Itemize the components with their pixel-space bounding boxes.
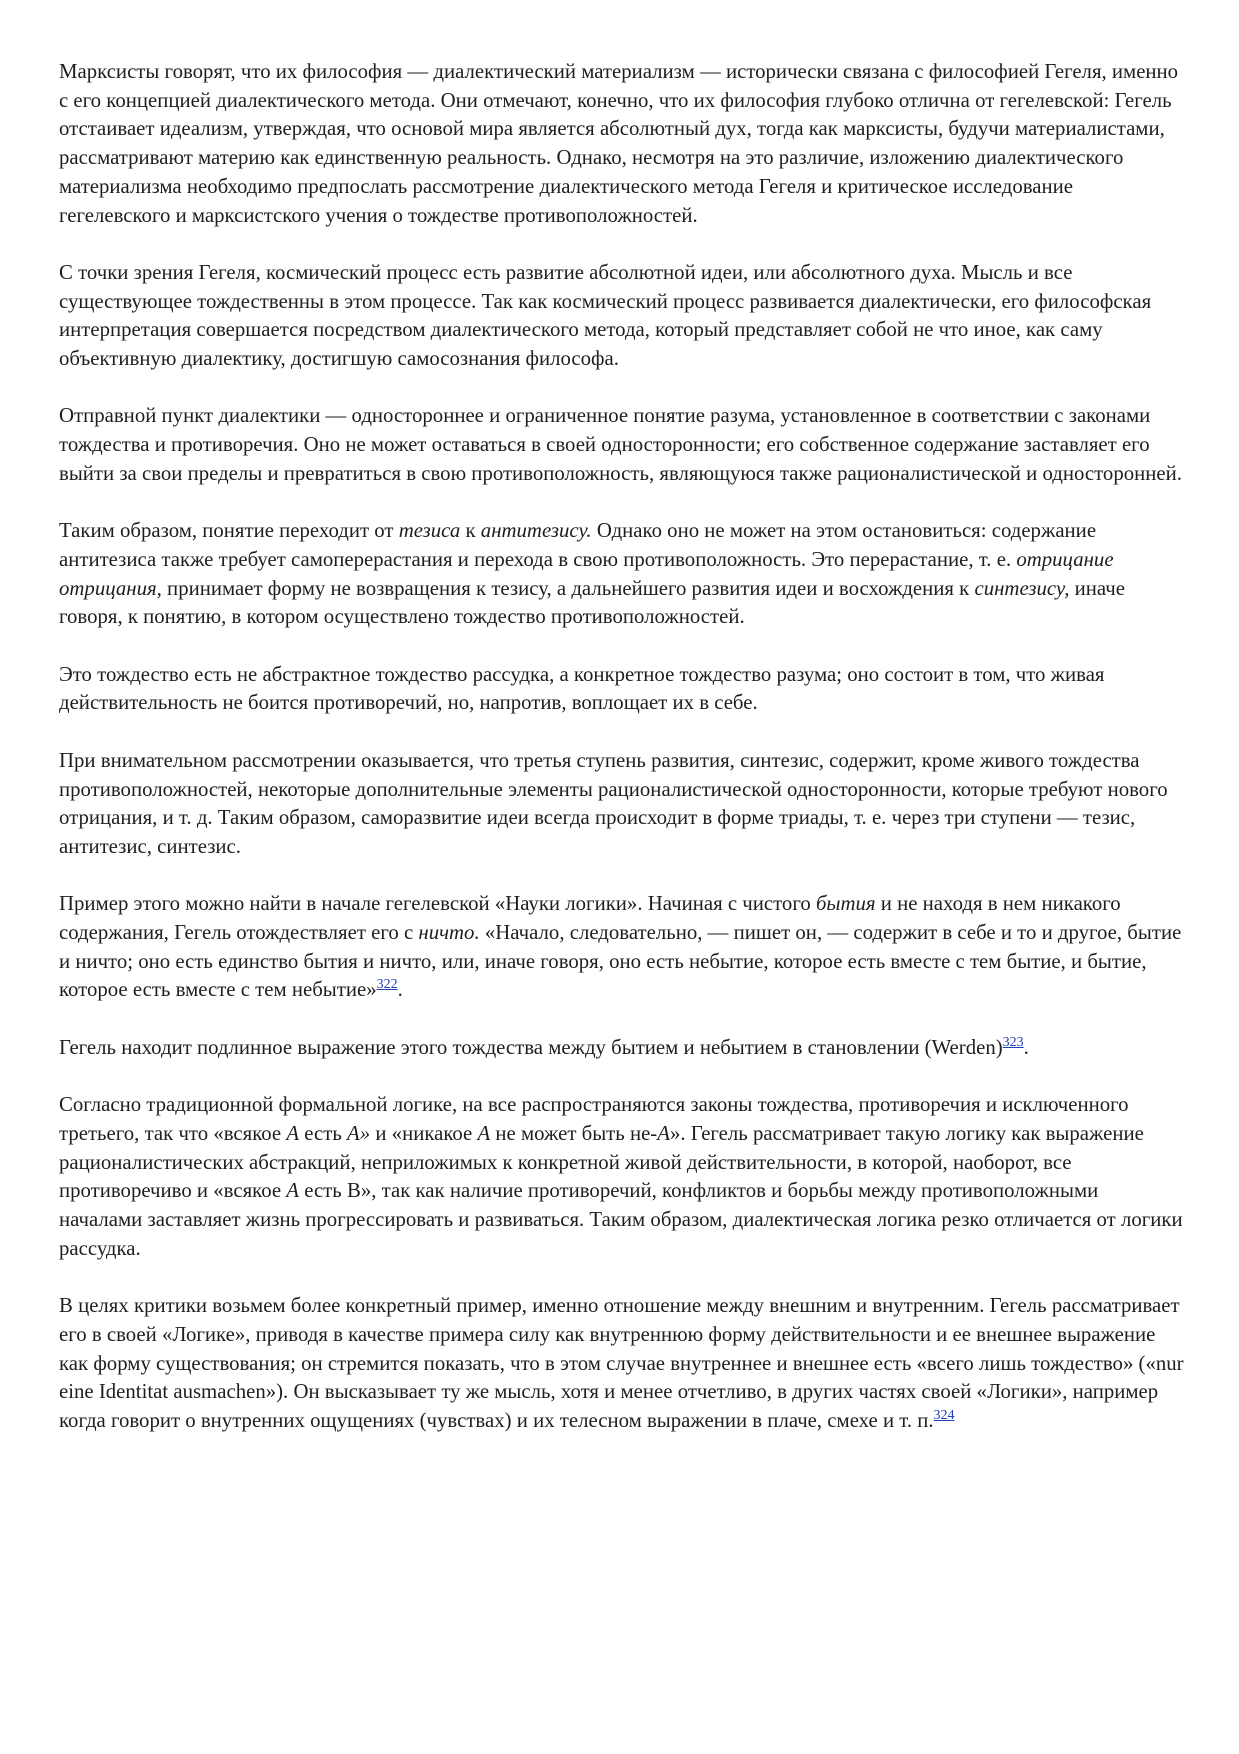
paragraph — [59, 402, 1184, 488]
text-run: принимает форму не возвращения к тезису, а дальнейшего развития идеи и восхождения к — [161, 576, 975, 600]
text-run: есть — [299, 1121, 348, 1145]
text-run: Пример этого можно найти в начале гегелевской «Науки логики». Начиная с чистого — [59, 892, 816, 916]
paragraph — [59, 58, 1184, 230]
paragraph — [59, 661, 1184, 718]
paragraph — [59, 1034, 1184, 1063]
document-page — [59, 58, 1184, 1436]
emphasis-text: антитезису. — [480, 519, 592, 543]
text-run: есть В», так как наличие противоречий, конфликтов и борьбы между противоположными началами заставляет жизнь прогрессировать и развиваться. Таким образом, диалектическая логика резко отличается от логики рассудка. — [59, 1179, 1183, 1260]
text-run: и «никакое — [370, 1121, 478, 1145]
text-run: . — [1023, 1035, 1029, 1059]
text-run: В целях критики возьмем более конкретный пример, именно отношение между внешним и внутренним. Гегель рассматривает его в своей «Логике», приводя в качестве примера силу как внутреннюю форму действительности и ее внешнее выражение как форму существования; он стремится показать, что в этом случае внутреннее и внешнее есть «всего лишь тождество» («nur eine Identitat ausmachen»). Он высказывает ту же мысль, хотя и менее отчетливо, в других частях своей «Логики», например когда говорит о внутренних ощущениях (чувствах) и их телесном выражении в плаче, смехе и т. п. — [59, 1294, 1184, 1432]
emphasis-text: отрицание отрицания, — [59, 547, 1114, 600]
text-run: «Начало, следовательно, — пишет он, — содержит в себе и то и другое, бытие и ничто; оно есть единство бытия и ничто, или, иначе говоря, оно есть небытие, которое есть вместе с тем бытие, и бытие, которое есть вместе с тем небытие» — [59, 921, 1182, 1002]
emphasis-text: тезиса — [398, 519, 461, 543]
text-run: Таким образом, понятие переходит от — [59, 519, 399, 543]
emphasis-text: синтезису, — [974, 576, 1070, 600]
text-run: ». Гегель рассматривает такую логику как выражение рационалистических абстракций, неприложимых к конкретной живой действительности, в которой, наоборот, все противоречиво и «всякое — [59, 1121, 1144, 1203]
footnote-link[interactable]: 322 — [376, 977, 398, 993]
paragraph — [59, 890, 1184, 1005]
footnote-link[interactable]: 323 — [1002, 1034, 1024, 1050]
emphasis-text: А — [286, 1179, 299, 1203]
text-run: Это тождество есть не абстрактное тождество рассудка, а конкретное тождество разума; оно состоит в том, что живая действительность не боится противоречий, но, напротив, воплощает их в себе. — [59, 662, 1105, 715]
text-run: Согласно традиционной формальной логике, на все распространяются законы тождества, противоречия и исключенного третьего, так что «всякое — [59, 1093, 1129, 1145]
text-run: Марксисты говорят, что их философия — диалектический материализм — исторически связана с философией Гегеля, именно с его концепцией диалектического метода. Они отмечают, конечно, что их философия глубоко отлична от гегелевской: Гегель отстаивает идеализм, утверждая, что основой мира является абсолютный дух, тогда как марксисты, будучи материалистами, рассматривают материю как единственную реальность. Однако, несмотря на это различие, изложению диалектического материализма необходимо предпослать рассмотрение диалектического метода Гегеля и критическое исследование гегелевского и марксистского учения о тождестве противоположностей. — [59, 60, 1179, 227]
emphasis-text: ничто. — [418, 921, 480, 944]
emphasis-text: бытия — [815, 892, 876, 916]
text-run: С точки зрения Гегеля, космический процесс есть развитие абсолютной идеи, или абсолютного духа. Мысль и все существующее тождественны в этом процессе. Так как космический процесс развивается диалектически, его философская интерпретация совершается посредством диалектического метода, который представляет собой не что иное, как саму объективную диалектику, достигшую самосознания философа. — [59, 260, 1152, 371]
text-run: не может быть не- — [490, 1121, 658, 1145]
paragraph — [59, 747, 1184, 862]
emphasis-text: А — [477, 1121, 491, 1145]
text-run: и не находя в нем никакого содержания, Гегель отождествляет его с — [59, 892, 1121, 944]
text-run: Гегель находит подлинное выражение этого тождества между бытием и небытием в становлении (Werden) — [59, 1035, 1003, 1059]
text-run: к — [460, 519, 481, 543]
paragraph — [59, 259, 1184, 374]
text-run: Однако оно не может на этом остановиться: содержание антитезиса также требует самоперерастания и перехода в свою противоположность. Это перерастание, т. е. — [59, 519, 1097, 571]
paragraph — [59, 1091, 1184, 1263]
emphasis-text: А» — [347, 1121, 371, 1145]
emphasis-text: А — [657, 1121, 670, 1145]
paragraph — [59, 1292, 1184, 1436]
footnote-link[interactable]: 324 — [933, 1407, 955, 1423]
text-run: . — [397, 978, 403, 1002]
paragraph — [59, 517, 1184, 632]
text-run: Отправной пункт диалектики — одностороннее и ограниченное понятие разума, установленное в соответствии с законами тождества и противоречия. Оно не может оставаться в своей односторонности; его собственное содержание заставляет его выйти за свои пределы и превратиться в свою противоположность, являющуюся также рационалистической и односторонней. — [59, 404, 1182, 485]
text-run: При внимательном рассмотрении оказывается, что третья ступень развития, синтезис, содержит, кроме живого тождества противоположностей, некоторые дополнительные элементы рационалистической односторонности, которые требуют нового отрицания, и т. д. Таким образом, саморазвитие идеи всегда происходит в форме триады, т. е. через три ступени — тезис, антитезис, синтезис. — [59, 748, 1168, 858]
emphasis-text: А — [286, 1121, 300, 1145]
text-run: иначе говоря, к понятию, в котором осуществлено тождество противоположностей. — [59, 576, 1125, 629]
